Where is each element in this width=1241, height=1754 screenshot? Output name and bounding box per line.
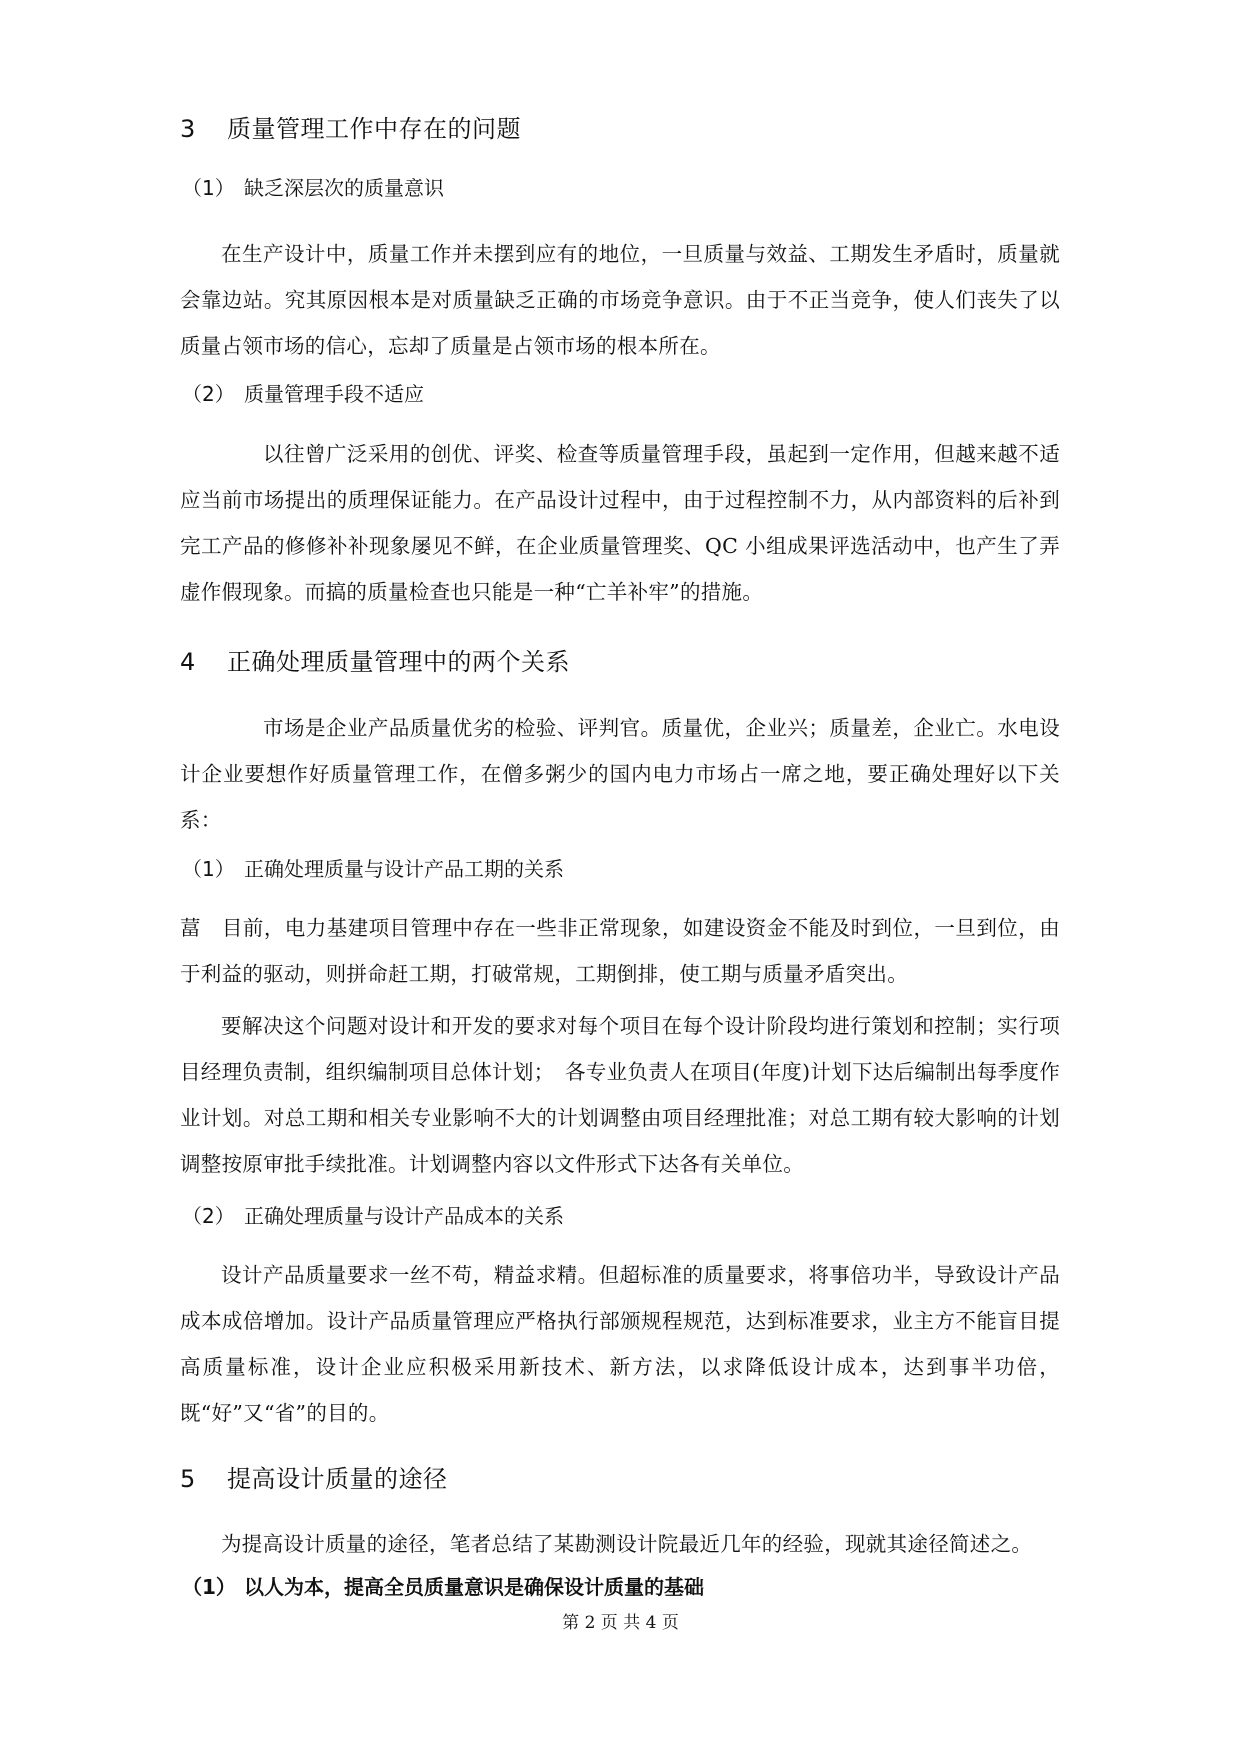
subsection-number: （2） bbox=[182, 1204, 235, 1228]
section-title: 质量管理工作中存在的问题 bbox=[227, 115, 521, 143]
paragraph: 设计产品质量要求一丝不苟，精益求精。但超标准的质量要求，将事倍功半，导致设计产品成本成倍增加。设计产品质量管理应严格执行部颁规程规范，达到标准要求，业主方不能盲目提高质量标准，设计企业应积极采用新技术、新方法，以求降低设计成本，达到事半功倍，既“好”又“省”的目的。 bbox=[180, 1263, 1060, 1425]
subsection-heading-4-1 bbox=[182, 855, 564, 883]
section-number: 5 bbox=[180, 1465, 196, 1493]
subsection-heading-3-1 bbox=[182, 174, 444, 202]
paragraph: 要解决这个问题对设计和开发的要求对每个项目在每个设计阶段均进行策划和控制；实行项目经理负责制，组织编制项目总体计划； 各专业负责人在项目(年度)计划下达后编制出每季度作业计划。对总工期和相关专业影响不大的计划调整由项目经理批准；对总工期有较大影响的计划调整按原审批手续批准。计划调整内容以文件形式下达各有关单位。 bbox=[180, 1014, 1060, 1176]
subsection-number: （1） bbox=[182, 1575, 236, 1599]
section-heading-4 bbox=[180, 647, 570, 677]
section-intro: 为提高设计质量的途径，笔者总结了某勘测设计院最近几年的经验，现就其途径简述之。 bbox=[221, 1532, 1033, 1556]
section-number: 3 bbox=[180, 115, 196, 143]
subsection-number: （2） bbox=[182, 382, 235, 406]
subsection-title: 质量管理手段不适应 bbox=[244, 382, 424, 406]
paragraph: 以往曾广泛采用的创优、评奖、检查等质量管理手段，虽起到一定作用，但越来越不适应当前市场提出的质理保证能力。在产品设计过程中，由于过程控制不力，从内部资料的后补到完工产品的修修补补现象屡见不鲜，在企业质量管理奖、QC 小组成果评选活动中，也产生了弄虚作假现象。而搞的质量检查也只能是一种“亡羊补牢”的措施。 bbox=[180, 442, 1060, 604]
subsection-heading-5-1 bbox=[182, 1573, 704, 1601]
section-heading-3 bbox=[180, 114, 521, 144]
subsection-title: 正确处理质量与设计产品成本的关系 bbox=[244, 1204, 564, 1228]
page-footer: 第 2 页 共 4 页 bbox=[562, 1613, 679, 1633]
section-number: 4 bbox=[180, 648, 196, 676]
subsection-heading-3-2 bbox=[182, 380, 424, 408]
section-heading-5 bbox=[180, 1464, 448, 1494]
subsection-title: 以人为本，提高全员质量意识是确保设计质量的基础 bbox=[244, 1575, 704, 1599]
subsection-number: （1） bbox=[182, 857, 235, 881]
section-title: 正确处理质量管理中的两个关系 bbox=[227, 648, 570, 676]
paragraph: 葍 目前，电力基建项目管理中存在一些非正常现象，如建设资金不能及时到位，一旦到位，由于利益的驱动，则拼命赶工期，打破常规，工期倒排，使工期与质量矛盾突出。 bbox=[180, 916, 1060, 986]
subsection-heading-4-2 bbox=[182, 1202, 564, 1230]
section-title: 提高设计质量的途径 bbox=[227, 1465, 448, 1493]
section-intro: 市场是企业产品质量优劣的检验、评判官。质量优，企业兴；质量差，企业亡。水电设计企业要想作好质量管理工作，在僧多粥少的国内电力市场占一席之地，要正确处理好以下关系： bbox=[180, 716, 1060, 832]
subsection-title: 正确处理质量与设计产品工期的关系 bbox=[244, 857, 564, 881]
paragraph: 在生产设计中，质量工作并未摆到应有的地位，一旦质量与效益、工期发生矛盾时，质量就会靠边站。究其原因根本是对质量缺乏正确的市场竞争意识。由于不正当竞争，使人们丧失了以质量占领市场的信心，忘却了质量是占领市场的根本所在。 bbox=[180, 242, 1060, 358]
subsection-number: （1） bbox=[182, 176, 235, 200]
subsection-title: 缺乏深层次的质量意识 bbox=[244, 176, 444, 200]
